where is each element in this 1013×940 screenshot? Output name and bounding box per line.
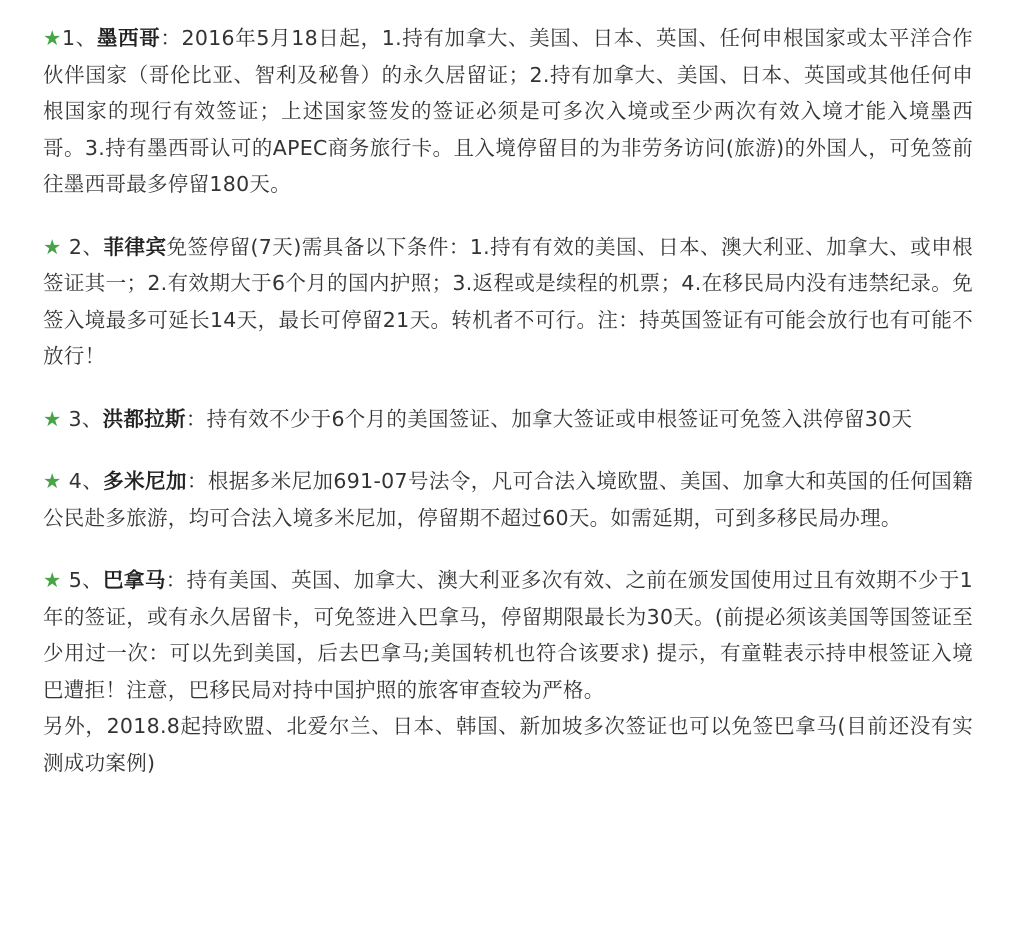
country-name: 巴拿马: [103, 568, 166, 592]
star-icon: ★: [43, 406, 62, 431]
star-icon: ★: [43, 469, 62, 493]
item-text: ：2016年5月18日起，1.持有加拿大、美国、日本、英国、任何申根国家或太平洋合作伙伴国家（哥伦比亚、智利及秘鲁）的永久居留证；2.持有加拿大、美国、日本、英国或其他任何申根国家的现行有效签证；上述国家签发的签证必须是可多次入境或至少两次有效入境才能入境墨西哥。3.持有墨西哥认可的APEC商务旅行卡。且入境停留目的为非劳务访问(旅游)的外国人，可免签前往墨西哥最多停留180天。: [43, 26, 973, 196]
list-item-philippines: [43, 229, 973, 375]
country-name: 墨西哥: [96, 26, 161, 50]
list-item-mexico: [43, 20, 973, 203]
item-text: ：持有效不少于6个月的美国签证、加拿大签证或申根签证可免签入洪停留30天: [185, 406, 913, 431]
list-item-dominican: [43, 463, 973, 536]
item-index: 1、: [62, 26, 97, 50]
item-index: 3、: [61, 406, 103, 431]
star-icon: ★: [43, 234, 62, 259]
country-name: 多米尼加: [103, 469, 187, 493]
country-name: 洪都拉斯: [102, 406, 186, 431]
star-icon: ★: [43, 26, 63, 50]
item-index: 4、: [61, 469, 104, 493]
additional-note: 另外，2018.8起持欧盟、北爱尔兰、日本、韩国、新加坡多次签证也可以免签巴拿马(目前还没有实测成功案例): [43, 714, 973, 775]
list-item-panama: [43, 562, 973, 708]
item-index: 2、: [61, 234, 104, 259]
country-name: 菲律宾: [103, 234, 167, 259]
item-index: 5、: [61, 568, 104, 592]
item-text: 免签停留(7天)需具备以下条件：1.持有有效的美国、日本、澳大利亚、加拿大、或申根签证其一；2.有效期大于6个月的国内护照；3.返程或是续程的机票；4.在移民局内没有违禁纪录。免签入境最多可延长14天，最长可停留21天。转机者不可行。注：持英国签证有可能会放行也有可能不放行！: [43, 234, 973, 368]
star-icon: ★: [43, 568, 62, 592]
list-item-honduras: [43, 401, 973, 438]
item-text: ：根据多米尼加691-07号法令，凡可合法入境欧盟、美国、加拿大和英国的任何国籍公民赴多旅游，均可合法入境多米尼加，停留期不超过60天。如需延期，可到多移民局办理。: [43, 469, 973, 530]
article-body: [43, 20, 973, 781]
item-text: ：持有美国、英国、加拿大、澳大利亚多次有效、之前在颁发国使用过且有效期不少于1年的签证，或有永久居留卡，可免签进入巴拿马，停留期限最长为30天。(前提必须该美国等国签证至少用过一次：可以先到美国，后去巴拿马;美国转机也符合该要求) 提示，有童鞋表示持申根签证入境巴遭拒！注意，巴移民局对持中国护照的旅客审查较为严格。: [43, 568, 973, 702]
